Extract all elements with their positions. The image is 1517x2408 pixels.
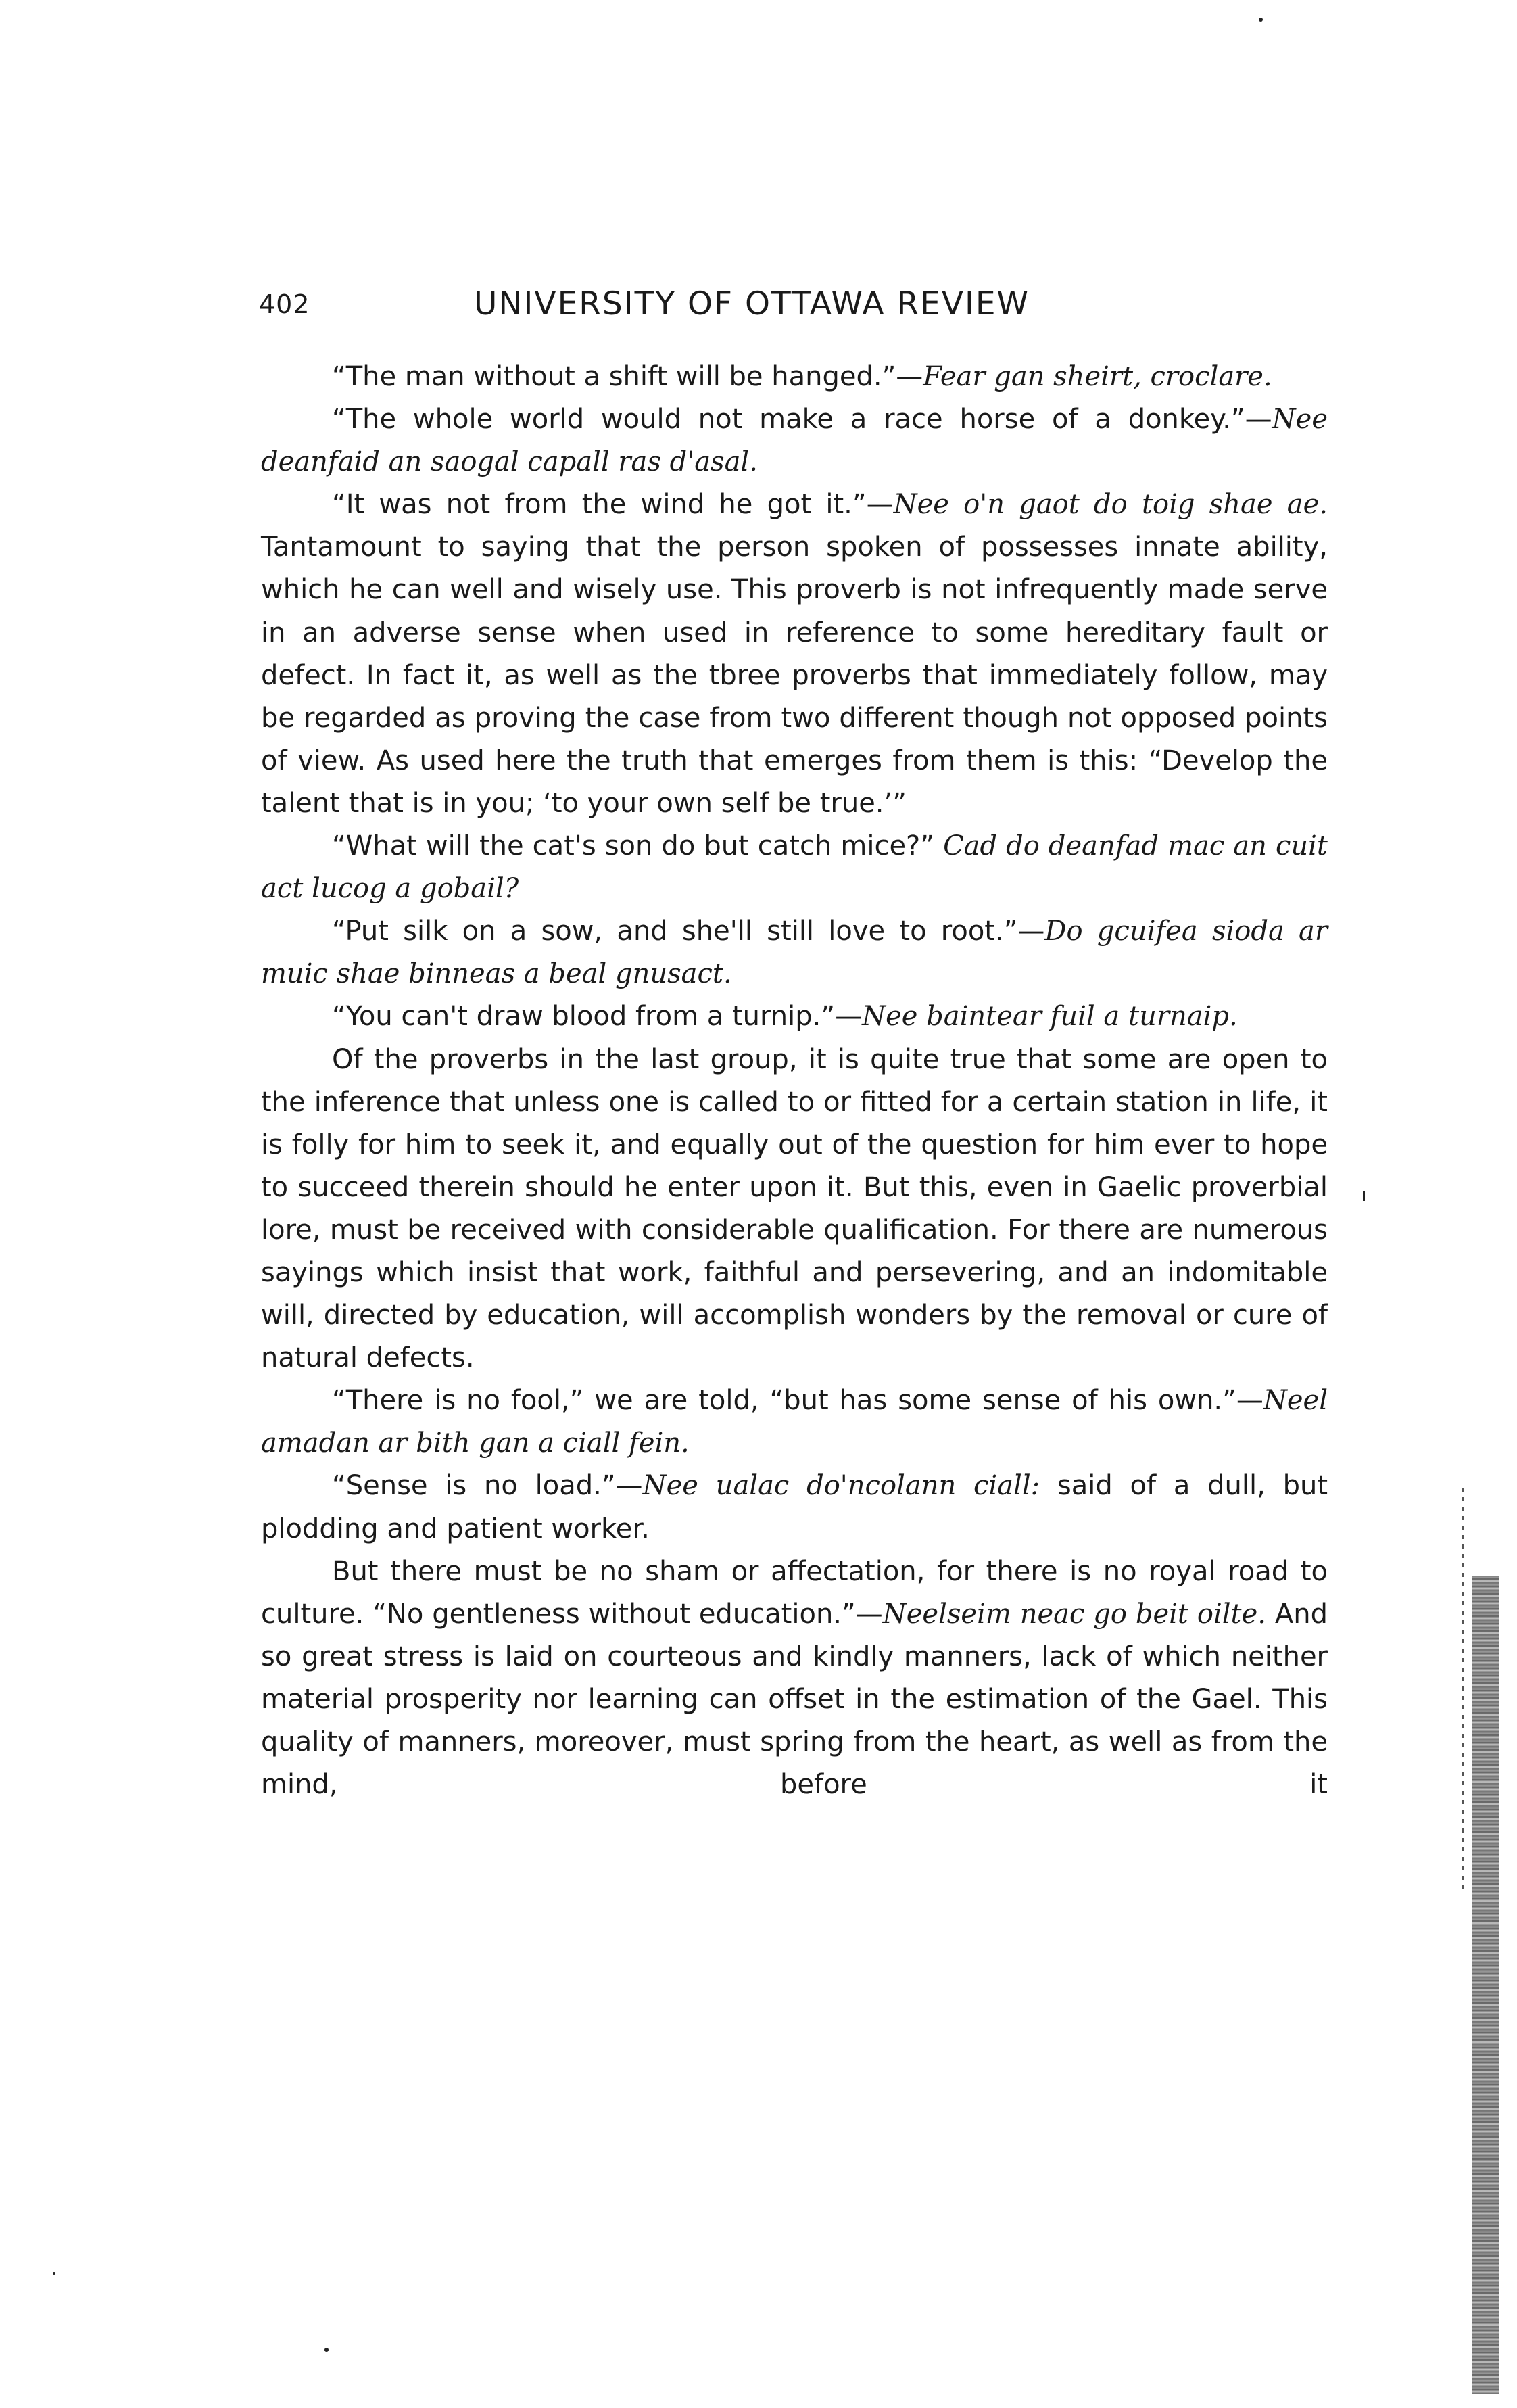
commentary-paragraph <box>261 1039 1328 1380</box>
page-edge-strip <box>1472 1576 1499 2394</box>
proverb-cats-son <box>261 825 1328 910</box>
proverb-english: “It was not from the wind he got it.”— <box>332 489 894 521</box>
proverb-shift <box>261 356 1328 398</box>
proverb-gaelic: Nee deanfaid an saogal capall ras d'asal. <box>261 404 1328 478</box>
proverb-sense-load <box>261 1465 1328 1550</box>
proverb-english: “What will the cat's son do but catch mice?” <box>332 830 944 862</box>
proverb-english: “Put silk on a sow, and she'll still love to root.”— <box>332 916 1045 947</box>
proverb-gaelic: Neelseim neac go beit oilte. <box>882 1598 1267 1630</box>
body-text <box>261 356 1328 1806</box>
scan-speck <box>1259 18 1263 22</box>
proverb-race-horse <box>261 398 1328 483</box>
scan-speck <box>324 2348 329 2352</box>
proverb-gaelic: Cad do deanfad mac an cuit act lucog a gobail? <box>261 830 1328 905</box>
proverb-english: “You can't draw blood from a turnip.”— <box>332 1001 863 1033</box>
scan-speck <box>1363 1191 1365 1201</box>
proverb-english: “There is no fool,” we are told, “but has some sense of his own.”— <box>332 1385 1263 1417</box>
proverb-gaelic: Nee o'n gaot do toig shae ae. <box>893 489 1328 521</box>
proverb-gaelic: Nee ualac do'ncolann ciall: <box>642 1470 1040 1502</box>
commentary-text: But there must be no sham or affectation, for there is no royal road to culture. “No gentleness without education.”— <box>261 1555 1328 1630</box>
proverb-gaelic: Neel amadan ar bith gan a ciall fein. <box>261 1385 1328 1459</box>
proverb-turnip <box>261 995 1328 1038</box>
proverb-english: “The whole world would not make a race horse of a donkey.”— <box>332 404 1272 435</box>
scan-speck <box>53 2272 55 2275</box>
proverb-wind <box>261 483 1328 825</box>
proverb-commentary: said of a dull, but plodding and patient worker. <box>261 1470 1328 1544</box>
page-header <box>259 285 1341 337</box>
proverb-silk-sow <box>261 910 1328 995</box>
proverb-gaelic: Nee baintear fuil a turnaip. <box>862 1001 1238 1033</box>
culture-paragraph <box>261 1551 1328 1807</box>
proverb-gaelic: Fear gan sheirt, croclare. <box>923 361 1272 392</box>
commentary-text: Of the proverbs in the last group, it is quite true that some are open to the inference that unless one is called to or fitted for a certain station in life, it is folly for him to seek it, and equally out of the question for him ever to hope to succeed therein should he enter upon it. But this, even in Gaelic proverbial lore, must be received with considerable qualification. For there are numerous sayings which insist that work, faithful and persevering, and an indomitable will, directed by education, will accomplish wonders by the removal or cure of natural defects. <box>261 1043 1328 1374</box>
proverb-gaelic: Do gcuifea sioda ar muic shae binneas a beal gnusact. <box>261 916 1328 990</box>
page-number: 402 <box>259 289 310 319</box>
running-title: UNIVERSITY OF OTTAWA REVIEW <box>474 285 1030 323</box>
proverb-english: “Sense is no load.”— <box>332 1470 643 1502</box>
page-edge-line <box>1462 1488 1464 1893</box>
proverb-commentary: And so great stress is laid on courteous and kindly manners, lack of which neither material prosperity nor learning can offset in the estimation of the Gael. This quality of manners, moreover, must spring from the heart, as well as from the mind, before it <box>261 1598 1328 1801</box>
proverb-english: “The man without a shift will be hanged.”— <box>332 361 923 392</box>
proverb-no-fool <box>261 1379 1328 1465</box>
proverb-commentary: Tantamount to saying that the person spoken of possesses innate ability, which he can well and wisely use. This proverb is not infrequently made serve in an adverse sense when used in reference to some hereditary fault or defect. In fact it, as well as the tbree proverbs that immediately follow, may be regarded as proving the case from two different though not opposed points of view. As used here the truth that emerges from them is this: “Develop the talent that is in you; ‘to your own self be true.’” <box>261 532 1328 819</box>
